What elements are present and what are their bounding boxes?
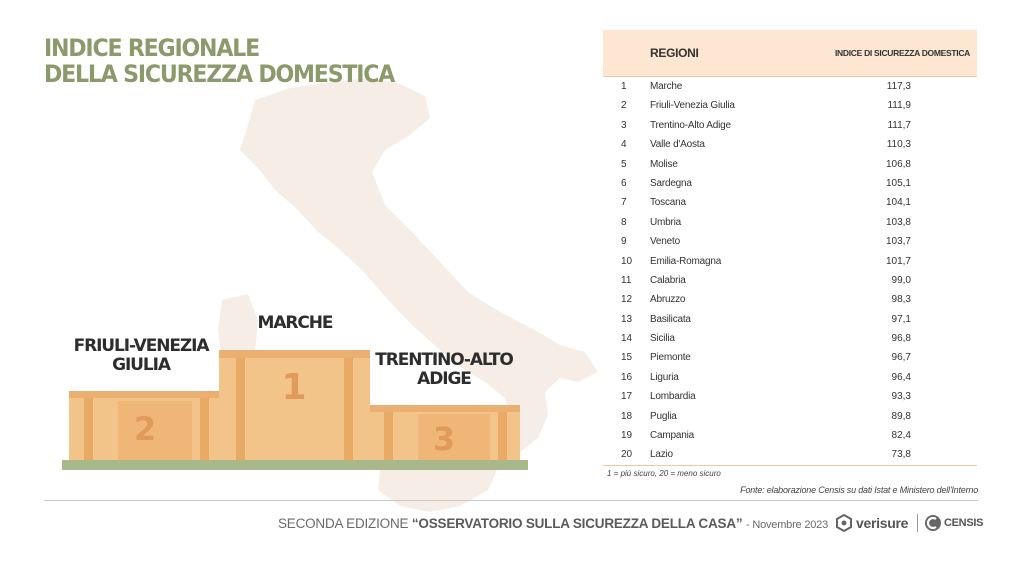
value-cell: 103,7	[885, 236, 911, 248]
rank-cell: 8	[621, 216, 627, 228]
region-cell: Friuli-Venezia Giulia	[650, 100, 735, 112]
podium-label-third	[369, 351, 519, 389]
podium-label-first	[255, 314, 335, 333]
table-row	[603, 427, 977, 446]
rank-cell: 4	[621, 139, 627, 151]
value-cell: 97,1	[891, 313, 911, 325]
table-row	[603, 117, 977, 136]
rank-cell: 15	[621, 352, 633, 364]
value-cell: 103,8	[885, 216, 911, 228]
rank-cell: 13	[621, 313, 633, 325]
value-cell: 96,8	[891, 333, 911, 345]
source-note: Fonte: elaborazione Censis su dati Istat e Ministero dell'Interno	[740, 485, 978, 495]
region-cell: Emilia-Romagna	[650, 255, 722, 267]
podium-number-3: 3	[432, 420, 456, 458]
podium-label-third-line-2: ADIGE	[417, 369, 471, 389]
region-cell: Puglia	[650, 410, 677, 422]
rank-cell: 12	[621, 294, 633, 306]
table-row	[603, 194, 977, 213]
value-cell: 82,4	[891, 430, 911, 442]
region-cell: Veneto	[650, 236, 680, 248]
rank-cell: 14	[621, 333, 633, 345]
podium-number-2: 2	[133, 410, 157, 448]
region-cell: Abruzzo	[650, 294, 686, 306]
rank-cell: 10	[621, 255, 633, 267]
table-row	[603, 136, 977, 155]
region-cell: Toscana	[650, 197, 686, 209]
value-cell: 101,7	[885, 255, 911, 267]
value-cell: 89,8	[891, 410, 911, 422]
table-row	[603, 233, 977, 252]
table-row	[603, 388, 977, 407]
footer-edition: SECONDA EDIZIONE	[277, 516, 409, 531]
table-row	[603, 253, 977, 272]
region-cell: Liguria	[650, 371, 679, 383]
footer-divider	[44, 500, 978, 501]
region-cell: Umbria	[650, 216, 682, 228]
rank-cell: 7	[621, 197, 627, 209]
region-cell: Campania	[650, 430, 694, 442]
table-row	[603, 291, 977, 310]
table-bottom-rule	[603, 465, 977, 466]
value-cell: 96,7	[891, 352, 911, 364]
region-cell: Sicilia	[650, 333, 675, 345]
table-row	[603, 311, 977, 330]
rank-cell: 19	[621, 430, 633, 442]
podium-base	[62, 460, 528, 470]
table-header	[603, 30, 977, 77]
rank-cell: 9	[621, 236, 627, 248]
column-header-regioni: REGIONI	[650, 46, 699, 60]
ranking-table-body	[603, 78, 977, 466]
podium-label-second-line-2: GIULIA	[112, 355, 170, 375]
footer-caption	[278, 516, 828, 531]
rank-cell: 5	[621, 158, 627, 170]
region-cell: Lazio	[650, 449, 673, 461]
rank-cell: 1	[621, 81, 627, 92]
value-cell: 105,1	[885, 177, 911, 189]
value-cell: 111,9	[887, 100, 911, 112]
region-cell: Trentino-Alto Adige	[650, 119, 731, 131]
rank-cell: 16	[621, 371, 633, 383]
page-title-line-2: DELLA SICUREZZA DOMESTICA	[44, 60, 395, 88]
table-row	[603, 408, 977, 427]
podium-number-1: 1	[281, 367, 307, 408]
region-cell: Calabria	[650, 274, 686, 286]
podium-label-third-line-1: TRENTINO-ALTO	[375, 350, 513, 370]
censis-mark-icon	[924, 514, 942, 532]
value-cell: 106,8	[885, 158, 911, 170]
verisure-mark-icon	[835, 514, 853, 532]
value-cell: 111,7	[887, 119, 911, 131]
rank-cell: 2	[621, 100, 627, 112]
value-cell: 96,4	[891, 371, 911, 383]
table-row	[603, 175, 977, 194]
table-row	[603, 272, 977, 291]
censis-logo	[924, 512, 983, 534]
value-cell: 110,3	[886, 139, 911, 151]
table-row	[603, 446, 977, 465]
rank-cell: 17	[621, 391, 633, 403]
region-cell: Piemonte	[650, 352, 691, 364]
region-cell: Marche	[650, 81, 683, 92]
table-row	[603, 156, 977, 175]
rank-cell: 20	[621, 449, 633, 461]
table-row	[603, 330, 977, 349]
verisure-logo	[835, 512, 908, 534]
podium-label-second	[66, 337, 216, 375]
value-cell: 98,3	[891, 294, 911, 306]
podium-label-second-line-1: FRIULI-VENEZIA	[73, 336, 209, 356]
region-cell: Lombardia	[650, 391, 696, 403]
ranking-legend-note: 1 = più sicuro, 20 = meno sicuro	[607, 469, 721, 478]
table-row	[603, 97, 977, 116]
rank-cell: 18	[621, 410, 633, 422]
footer-date: - Novembre 2023	[746, 519, 828, 531]
censis-logo-text: CENSIS	[944, 517, 984, 529]
table-row	[603, 349, 977, 368]
value-cell: 104,1	[885, 197, 911, 209]
table-row	[603, 214, 977, 233]
rank-cell: 3	[621, 119, 627, 131]
rank-cell: 11	[621, 274, 632, 286]
region-cell: Basilicata	[650, 313, 691, 325]
table-row	[603, 369, 977, 388]
footer-observatory: “OSSERVATORIO SULLA SICUREZZA DELLA CASA”	[411, 516, 743, 531]
table-row	[603, 78, 977, 97]
value-cell: 99,0	[891, 274, 911, 286]
verisure-logo-text: verisure	[856, 515, 909, 531]
region-cell: Sardegna	[650, 177, 692, 189]
value-cell: 73,8	[891, 449, 911, 461]
region-cell: Valle d'Aosta	[650, 139, 705, 151]
logo-separator	[917, 514, 918, 532]
value-cell: 117,3	[886, 81, 911, 92]
podium-label-first-text: MARCHE	[257, 313, 333, 333]
column-header-indice: INDICE DI SICUREZZA DOMESTICA	[835, 48, 971, 58]
rank-cell: 6	[621, 177, 627, 189]
page-title-line-1: INDICE REGIONALE	[44, 34, 259, 62]
region-cell: Molise	[650, 158, 678, 170]
value-cell: 93,3	[891, 391, 911, 403]
